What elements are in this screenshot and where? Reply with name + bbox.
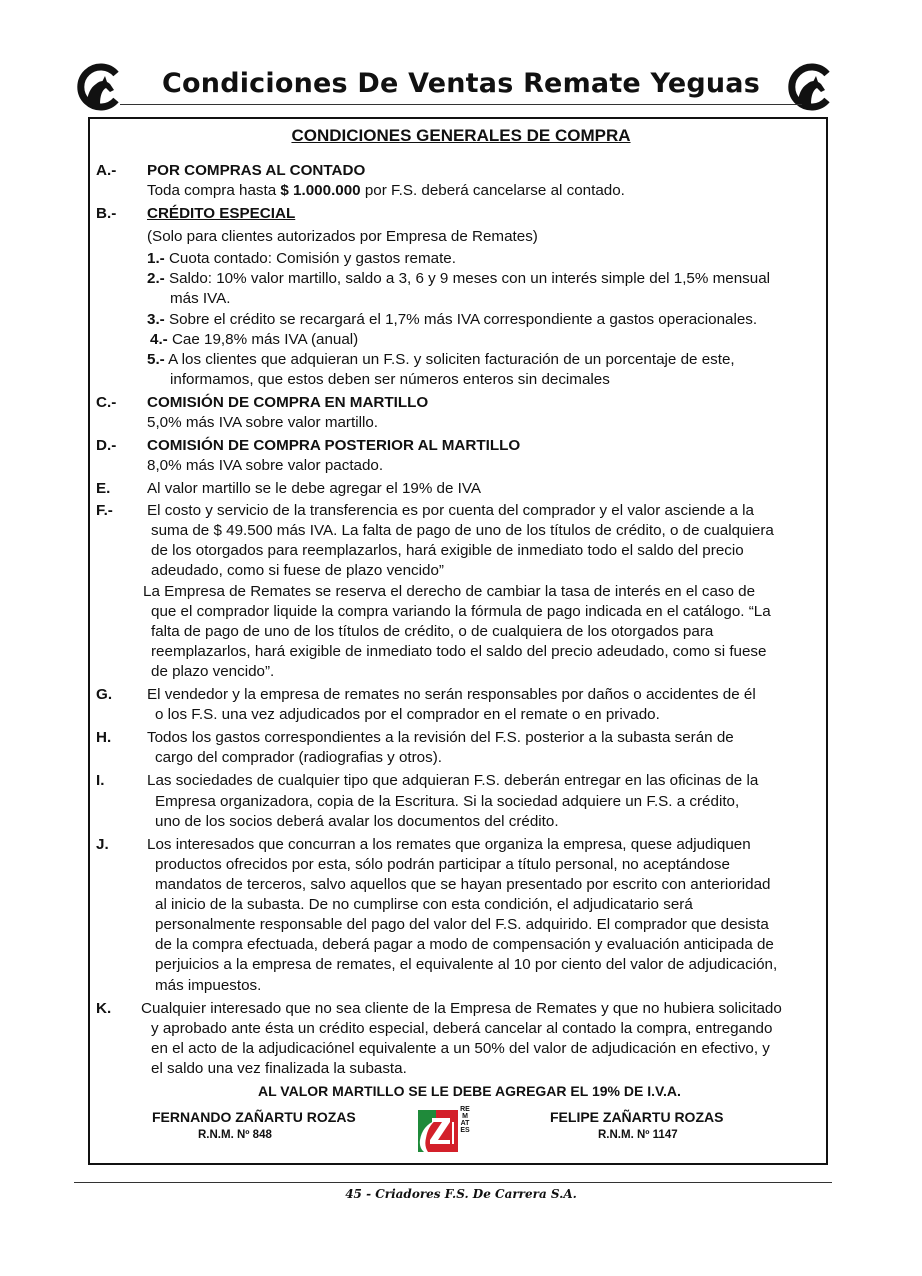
item-b-point-4: 4.- Cae 19,8% más IVA (anual) — [150, 331, 359, 348]
item-f-line-6: que el comprador liquide la compra variando la fórmula de pago indicada en el catálogo. “La — [151, 603, 771, 620]
item-d-title: COMISIÓN DE COMPRA POSTERIOR AL MARTILLO — [147, 437, 521, 454]
item-b-point-3: 3.- Sobre el crédito se recargará el 1,7% más IVA correspondiente a gastos operacionales. — [147, 311, 758, 328]
item-i-line-1: Las sociedades de cualquier tipo que adquieran F.S. deberán entregar en las oficinas de la — [147, 772, 759, 789]
item-f-line-3: de los otorgados para reemplazarlos, hará exigible de inmediato todo el saldo del precio — [151, 542, 744, 559]
item-b-point-5: 5.- A los clientes que adquieran un F.S. y soliciten facturación de un porcentaje de este, — [147, 351, 735, 368]
item-k-line-3: en el acto de la adjudicaciónel equivalente a un 50% del valor de adjudicación en efectivo, y — [151, 1040, 770, 1057]
item-f-line-4: adeudado, como si fuese de plazo vencido” — [151, 562, 444, 579]
item-j-line-1: Los interesados que concurran a los remates que organiza la empresa, quese adjudiquen — [147, 836, 751, 853]
header-divider — [120, 104, 802, 105]
item-j-line-7: perjuicios a la empresa de remates, el equivalente al 10 por ciento del valor de adjudicación, — [155, 956, 778, 973]
item-h-line-2: cargo del comprador (radiografias y otros). — [155, 749, 442, 766]
item-k-line-4: el saldo una vez finalizada la subasta. — [151, 1060, 407, 1077]
item-f-line-1: El costo y servicio de la transferencia es por cuenta del comprador y el valor asciende a la — [147, 502, 754, 519]
item-i-label: I. — [96, 772, 105, 789]
page-title: Condiciones De Ventas Remate Yeguas — [162, 68, 760, 99]
item-a-label: A.- — [96, 162, 117, 179]
item-g-line-1: El vendedor y la empresa de remates no serán responsables por daños o accidentes de él — [147, 686, 756, 703]
item-a-title: POR COMPRAS AL CONTADO — [147, 162, 366, 179]
remates-logo-text: REMATES — [460, 1106, 470, 1134]
item-f-line-7: falta de pago de uno de los títulos de crédito, o de cualquiera de los otorgados para — [151, 623, 714, 640]
item-c-text: 5,0% más IVA sobre valor martillo. — [147, 414, 378, 431]
signature-left-rnm: R.N.M. Nº 848 — [198, 1129, 272, 1141]
item-b-point-1: 1.- Cuota contado: Comisión y gastos remate. — [147, 250, 456, 267]
item-g-line-2: o los F.S. una vez adjudicados por el comprador en el remate o en privado. — [155, 706, 660, 723]
item-e-text: Al valor martillo se le debe agregar el 19% de IVA — [147, 480, 482, 497]
item-j-line-5: personalmente responsable del pago del valor del F.S. adquirido. El comprador que desista — [155, 916, 769, 933]
item-f-line-9: de plazo vencido”. — [151, 663, 275, 680]
item-j-line-3: mandatos de terceros, salvo aquellos que se hayan presentado por escrito con anterioridad — [155, 876, 771, 893]
item-f-label: F.- — [96, 502, 113, 519]
item-e-label: E. — [96, 480, 111, 497]
item-j-line-8: más impuestos. — [155, 977, 262, 994]
item-b-title: CRÉDITO ESPECIAL — [147, 205, 296, 222]
remates-logo-icon — [414, 1106, 474, 1156]
item-k-label: K. — [96, 1000, 112, 1017]
item-g-label: G. — [96, 686, 113, 703]
item-c-label: C.- — [96, 394, 117, 411]
page-footer: 45 - Criadores F.S. De Carrera S.A. — [345, 1187, 577, 1201]
item-j-line-2: productos ofrecidos por esta, sólo podrán participar a título personal, no aceptándose — [155, 856, 730, 873]
item-f-line-2: suma de $ 49.500 más IVA. La falta de pago de uno de los títulos de crédito, o de cualquiera — [151, 522, 774, 539]
item-h-label: H. — [96, 729, 112, 746]
item-j-line-6: de la compra efectuada, deberá pagar a modo de compensación y evaluación anticipada de — [155, 936, 774, 953]
item-a-text: Toda compra hasta $ 1.000.000 por F.S. deberá cancelarse al contado. — [147, 182, 625, 199]
item-f-line-5: La Empresa de Remates se reserva el derecho de cambiar la tasa de interés en el caso de — [143, 583, 756, 600]
item-k-line-1: Cualquier interesado que no sea cliente de la Empresa de Remates y que no hubiera solicitado — [141, 1000, 782, 1017]
item-j-label: J. — [96, 836, 109, 853]
item-b-point-2-cont: más IVA. — [170, 290, 231, 307]
item-b-note: (Solo para clientes autorizados por Empresa de Remates) — [147, 228, 538, 245]
item-d-text: 8,0% más IVA sobre valor pactado. — [147, 457, 384, 474]
item-k-line-2: y aprobado ante ésta un crédito especial, deberá cancelar al contado la compra, entregando — [151, 1020, 773, 1037]
item-i-line-3: uno de los socios deberá avalar los documentos del crédito. — [155, 813, 559, 830]
item-i-line-2: Empresa organizadora, copia de la Escritura. Si la sociedad adquiere un F.S. a crédito, — [155, 793, 740, 810]
section-title: CONDICIONES GENERALES DE COMPRA — [291, 126, 631, 145]
iva-note: AL VALOR MARTILLO SE LE DEBE AGREGAR EL 19% DE I.V.A. — [258, 1083, 681, 1099]
item-f-line-8: reemplazarlos, hará exigible de inmediato todo el saldo del precio adeudado, como si fuese — [151, 643, 767, 660]
item-c-title: COMISIÓN DE COMPRA EN MARTILLO — [147, 394, 429, 411]
item-d-label: D.- — [96, 437, 117, 454]
signature-right-rnm: R.N.M. Nº 1147 — [598, 1129, 678, 1141]
item-j-line-4: al inicio de la subasta. De no cumplirse con esta condición, el adjudicatario será — [155, 896, 693, 913]
footer-divider — [74, 1182, 832, 1183]
signature-left-name: FERNANDO ZAÑARTU ROZAS — [152, 1109, 356, 1125]
item-h-line-1: Todos los gastos correspondientes a la revisión del F.S. posterior a la subasta serán de — [147, 729, 734, 746]
item-b-point-2: 2.- Saldo: 10% valor martillo, saldo a 3, 6 y 9 meses con un interés simple del 1,5% mensual — [147, 270, 771, 287]
signature-right-name: FELIPE ZAÑARTU ROZAS — [550, 1109, 724, 1125]
item-b-point-5-cont: informamos, que estos deben ser números enteros sin decimales — [170, 371, 610, 388]
item-b-label: B.- — [96, 205, 117, 222]
